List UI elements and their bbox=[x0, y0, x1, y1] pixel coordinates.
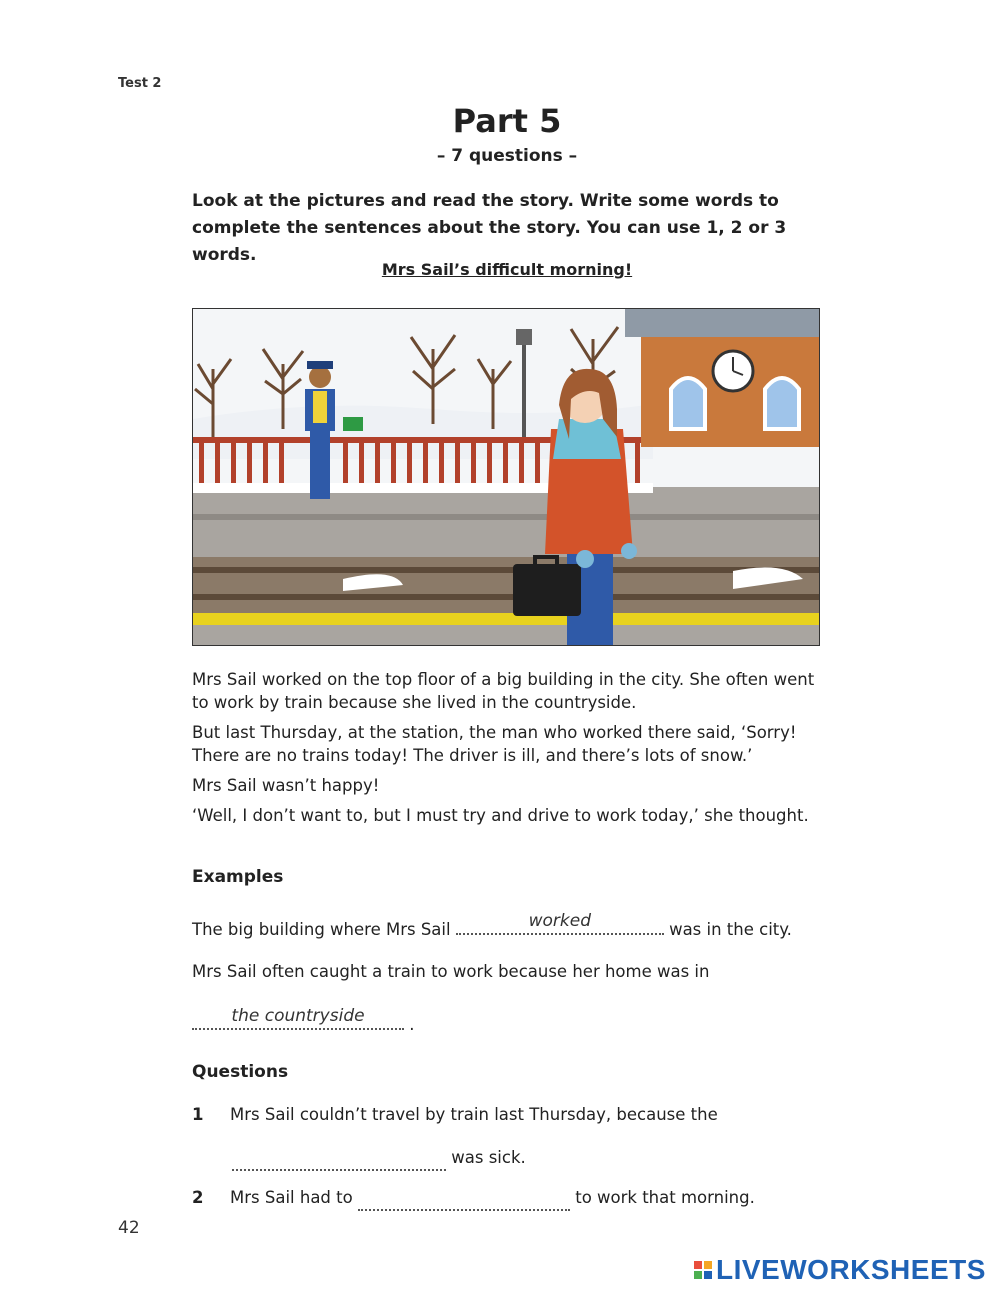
logo-mark-icon bbox=[694, 1261, 712, 1279]
example-2 bbox=[192, 1006, 415, 1034]
liveworksheets-logo bbox=[694, 1254, 986, 1286]
story-text bbox=[192, 668, 832, 834]
test-label: Test 2 bbox=[118, 76, 162, 91]
story-paragraph: ‘Well, I don’t want to, but I must try and drive to work today,’ she thought. bbox=[192, 806, 809, 825]
story-illustration bbox=[192, 308, 820, 646]
example-2-end: . bbox=[409, 1015, 415, 1034]
example-1-blank bbox=[456, 911, 664, 935]
part-subtitle: – 7 questions – bbox=[436, 146, 578, 166]
question-2-number: 2 bbox=[192, 1188, 204, 1207]
examples-heading: Examples bbox=[192, 867, 284, 887]
example-1-text: The big building where Mrs Sail bbox=[192, 920, 451, 939]
question-1-number: 1 bbox=[192, 1105, 204, 1124]
question-2 bbox=[192, 1188, 755, 1211]
question-1-answer-input[interactable] bbox=[232, 1149, 446, 1171]
example-2-blank bbox=[192, 1006, 404, 1030]
instructions: Look at the pictures and read the story. Write some words to complete the sentences about the story. You can use 1, 2 or 3 words. bbox=[192, 191, 787, 265]
story-paragraph: Mrs Sail wasn’t happy! bbox=[192, 776, 380, 795]
example-1-end: was in the city. bbox=[669, 920, 792, 939]
page-number: 42 bbox=[118, 1218, 140, 1238]
part-title: Part 5 bbox=[452, 102, 562, 140]
question-2-answer-input[interactable] bbox=[358, 1189, 570, 1211]
story-paragraph: Mrs Sail worked on the top floor of a big building in the city. She often went to work by train because she lived in the countryside. bbox=[192, 670, 815, 712]
story-title: Mrs Sail’s difficult morning! bbox=[381, 260, 633, 279]
brand-name: LIVEWORKSHEETS bbox=[716, 1254, 986, 1285]
question-1-end: was sick. bbox=[451, 1148, 526, 1167]
question-2-end: to work that morning. bbox=[575, 1188, 755, 1207]
questions-heading: Questions bbox=[192, 1062, 289, 1082]
question-1-text: Mrs Sail couldn’t travel by train last Thursday, because the bbox=[230, 1105, 718, 1124]
story-paragraph: But last Thursday, at the station, the man who worked there said, ‘Sorry! There are no trains today! The driver is ill, and there’s lots of snow.’ bbox=[192, 723, 797, 765]
question-1 bbox=[192, 1105, 718, 1124]
example-1 bbox=[192, 911, 792, 939]
question-1-line2 bbox=[232, 1148, 526, 1171]
question-2-text: Mrs Sail had to bbox=[230, 1188, 353, 1207]
example-2-text: Mrs Sail often caught a train to work because her home was in bbox=[192, 962, 710, 981]
example-2-answer: the countryside bbox=[231, 1006, 365, 1026]
example-1-answer: worked bbox=[528, 911, 592, 931]
